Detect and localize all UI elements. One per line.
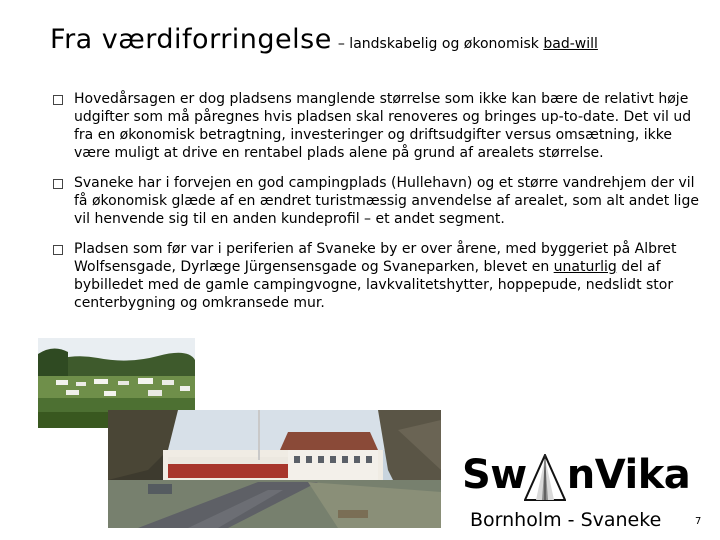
bullet-item (50, 90, 700, 162)
bullet-list (50, 90, 700, 324)
square-bullet-icon (53, 179, 63, 189)
subtitle-prefix: – landskabelig og økonomisk (337, 36, 544, 52)
page-number: 7 (695, 516, 702, 527)
title-subtitle (338, 36, 598, 52)
bullet-text: Pladsen som før var i periferien af Svaneke by er over årene, med byggeriet på Albret Wolfsensgade, Dyrlæge Jürgensensgade og Svaneparken, blevet en unaturlig del af bybilledet med de gamle campingvogne, lavkvalitetshytter, hoppepude, nedslidt stor centerbygning og omkransede mur. (74, 241, 677, 311)
title-main: Fra værdiforringelse (50, 24, 332, 55)
bullet-text: Svaneke har i forvejen en god campingplads (Hullehavn) og et større vandrehjem der vil få økonomisk glæde af en ændret turistmæssig anvendelse af arealet, som alt andet lige vil henvende sig til en anden kundeprofil – et andet segment. (74, 175, 699, 227)
bullet-item (50, 174, 700, 228)
square-bullet-icon (53, 95, 63, 105)
logo-tagline: Bornholm - Svaneke (470, 509, 662, 531)
street-building-photo (108, 410, 441, 528)
triangle-a-icon (524, 454, 566, 502)
slide-title (50, 24, 598, 55)
logo-wordmark: Sw nVika (462, 452, 691, 498)
square-bullet-icon (53, 245, 63, 255)
svanvika-logo (462, 452, 691, 532)
underlined-word: unaturlig (553, 259, 617, 275)
bullet-text: Hovedårsagen er dog pladsens manglende størrelse som ikke kan bære de relativt høje udgifter som må påregnes hvis pladsen skal renoveres og bringes up-to-date. Det vil ud fra en økonomisk betragtning, investeringer og driftsudgifter versus omsætning, ikke være muligt at drive en rentabel plads alene på grund af arealets størrelse. (74, 91, 692, 161)
bullet-item (50, 240, 700, 312)
subtitle-underlined: bad-will (543, 36, 598, 52)
